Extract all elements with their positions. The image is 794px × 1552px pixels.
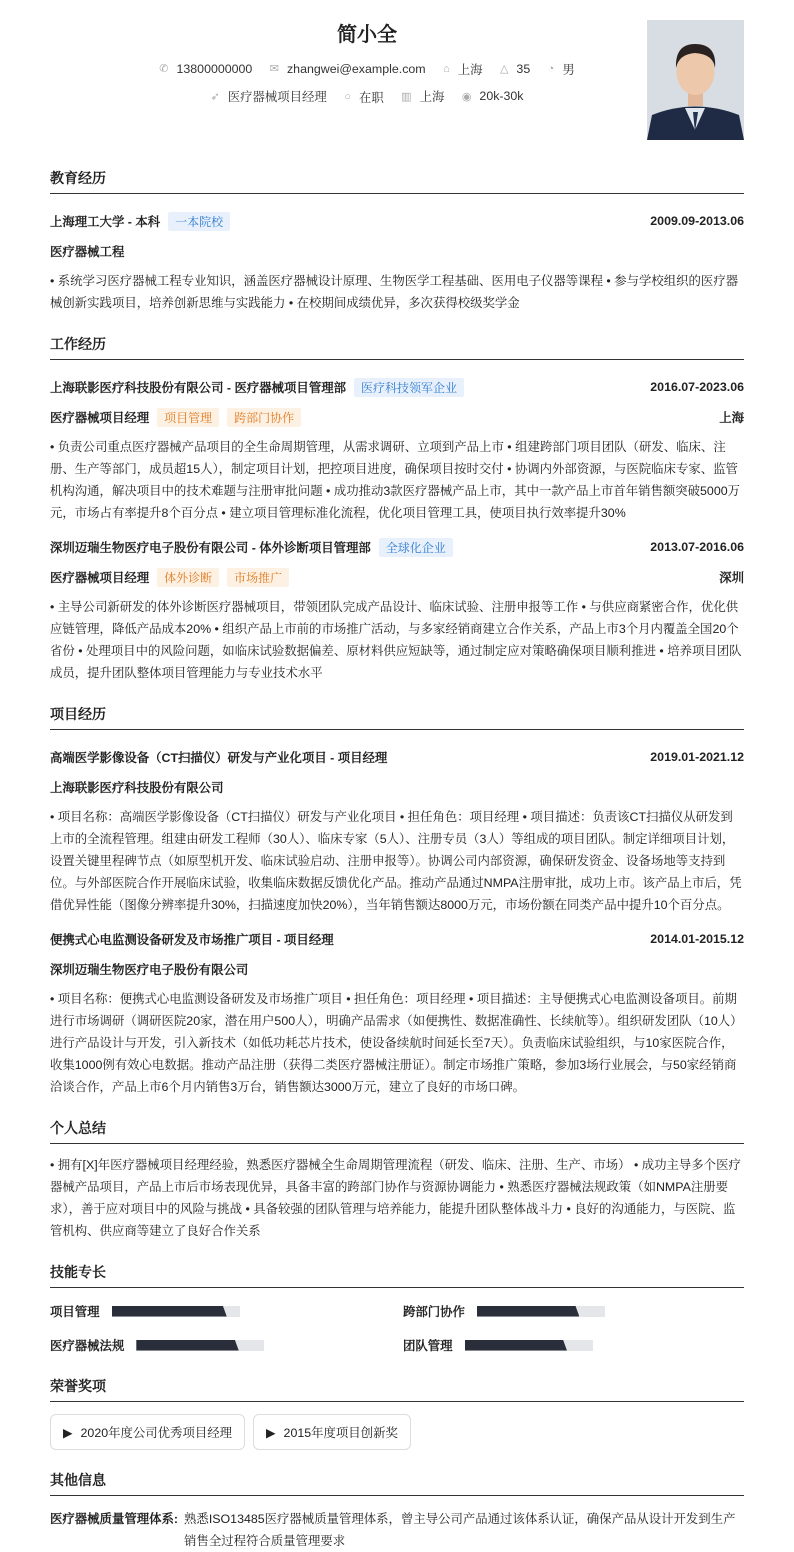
- project-name: 便携式心电监测设备研发及市场推广项目 - 项目经理: [50, 933, 334, 947]
- skill-name: 项目管理: [50, 1305, 100, 1319]
- status: 在职: [358, 90, 384, 105]
- position: 医疗器械项目经理: [227, 90, 327, 104]
- mail-icon: ✉: [269, 63, 279, 75]
- salary-icon: ◉: [461, 90, 472, 103]
- skill-bar: [112, 1306, 240, 1317]
- skill-name: 团队管理: [403, 1339, 453, 1353]
- major: 医疗器械工程: [50, 245, 125, 259]
- city: 上海: [457, 63, 483, 77]
- work-section: [50, 334, 744, 684]
- summary-section: [50, 1118, 744, 1242]
- skill-bar-fill: [136, 1340, 238, 1351]
- award-item[interactable]: [253, 1414, 411, 1450]
- skill-item: [403, 1334, 744, 1356]
- section-title: 工作经历: [50, 334, 744, 360]
- skill-name: 医疗器械法规: [50, 1339, 125, 1353]
- company: 上海联影医疗科技股份有限公司: [50, 781, 224, 795]
- salary: 20k-30k: [479, 89, 524, 103]
- building-icon: ▥: [401, 90, 412, 103]
- other-section: [50, 1470, 744, 1552]
- role-tag: 市场推广: [227, 568, 289, 587]
- company-tag: 全球化企业: [379, 538, 453, 557]
- candidate-name: 简小全: [337, 24, 397, 46]
- description: • 主导公司新研发的体外诊断医疗器械项目，带领团队完成产品设计、临床试验、注册申报等工作 • 与供应商紧密合作，优化供应链管理，降低产品成本20% • 组织产品上市前的市场推广活动，与多家经销商建立合作关系，产品上市3个月内覆盖全国20个省份 • 处理项目中的风险问题，如临床试验数据偏差、原材料供应短缺等，通过制定应对策略确保项目顺利推进 • 培养项目团队成员，提升团队整体项目管理能力与专业技术水平: [50, 600, 742, 680]
- date: 2013.07-2016.06: [650, 540, 744, 554]
- description: • 负责公司重点医疗器械产品项目的全生命周期管理，从需求调研、立项到产品上市 • 组建跨部门项目团队（研发、临床、注册、生产等部门，成员超15人），制定项目计划，把控项目进度，确保项目按时交付 • 协调内外部资源，与医院临床专家、监管机构沟通，解决项目中的技术难题与注册审批问题 • 成功推动3款医疗器械产品上市，其中一款产品上市首年销售额突破5000万元，市场占有率提升8个百分点 • 建立项目管理标准化流程，优化项目管理工具，使项目执行效率提升30%: [50, 440, 740, 520]
- date: 2014.01-2015.12: [650, 932, 744, 946]
- role-tag: 项目管理: [157, 408, 219, 427]
- award-label: 2015年度项目创新奖: [283, 1426, 398, 1440]
- skill-bar: [477, 1306, 605, 1317]
- age-icon: △: [499, 63, 509, 75]
- section-title: 技能专长: [50, 1262, 744, 1288]
- role-tag: 跨部门协作: [227, 408, 301, 427]
- description: • 拥有[X]年医疗器械项目经理经验，熟悉医疗器械全生命周期管理流程（研发、临床、注册、生产、市场） • 成功主导多个医疗器械产品项目，产品上市后市场表现优异，具备丰富的跨部门协作与资源协调能力 • 熟悉医疗器械法规政策（如NMPA注册要求），善于应对项目中的风险与挑战 • 具备较强的团队管理与培养能力，能提升团队整体战斗力 • 良好的沟通能力，与医院、监管机构、供应商等建立了良好合作关系: [50, 1158, 741, 1238]
- date: 2019.01-2021.12: [650, 750, 744, 764]
- section-title: 个人总结: [50, 1118, 744, 1144]
- project-section: [50, 704, 744, 1098]
- school: 上海理工大学 - 本科: [50, 215, 161, 229]
- skills-section: [50, 1262, 744, 1356]
- role: 医疗器械项目经理: [50, 411, 150, 425]
- school-tag: 一本院校: [168, 212, 230, 231]
- gender: 男: [562, 63, 575, 77]
- company: 上海联影医疗科技股份有限公司 - 医疗器械项目管理部: [50, 381, 346, 395]
- section-title: 教育经历: [50, 168, 744, 194]
- work-item: [50, 532, 744, 684]
- home-icon: ⌂: [443, 63, 450, 75]
- skill-bar-fill: [112, 1306, 227, 1317]
- gender-icon: ◔: [547, 63, 555, 75]
- resume-header: [50, 0, 744, 150]
- other-value: 熟悉ISO13485医疗器械质量管理体系，曾主导公司产品通过该体系认证，确保产品从设计开发到生产销售全过程符合质量管理要求: [184, 1512, 736, 1548]
- company-tag: 医疗科技领军企业: [354, 378, 464, 397]
- section-title: 荣誉奖项: [50, 1376, 744, 1402]
- triangle-icon: ▶: [63, 1425, 73, 1440]
- phone-icon: ✆: [159, 63, 169, 75]
- email: zhangwei@example.com: [286, 61, 426, 76]
- skill-item: [50, 1300, 403, 1322]
- company: 深圳迈瑞生物医疗电子股份有限公司 - 体外诊断项目管理部: [50, 541, 371, 555]
- avatar-photo: [647, 20, 744, 140]
- skill-name: 跨部门协作: [403, 1305, 465, 1319]
- awards-section: [50, 1376, 744, 1450]
- contact-line: [50, 60, 684, 78]
- description: • 项目名称：高端医学影像设备（CT扫描仪）研发与产业化项目 • 担任角色：项目经理 • 项目描述：负责该CT扫描仪从研发到上市的全流程管理。组建由研发工程师（30人）、临床专家（5人）、注册专员（3人）等组成的项目团队。制定详细项目计划，设置关键里程碑节点（如原型机开发、临床试验启动、注册申报等）。协调公司内部资源，确保研发资金、设备场地等支持到位。与外部医院合作开展临床试验，收集临床数据反馈优化产品。推动产品通过NMPA注册审批，成功上市。该产品上市后，凭借优异性能（图像分辨率提升30%，扫描速度加快20%），当年销售额达8000万元，市场份额在同类产品中提升10个百分点。: [50, 810, 742, 912]
- skill-bar-fill: [465, 1340, 567, 1351]
- city: 深圳: [719, 571, 744, 585]
- status-icon: ○: [344, 90, 351, 103]
- other-label: 医疗器械质量管理体系:: [50, 1512, 179, 1526]
- section-title: 其他信息: [50, 1470, 744, 1496]
- description: • 系统学习医疗器械工程专业知识，涵盖医疗器械设计原理、生物医学工程基础、医用电子仪器等课程 • 参与学校组织的医疗器械创新实践项目，培养创新思维与实践能力 • 在校期间成绩优异，多次获得校级奖学金: [50, 274, 739, 310]
- role-tag: 体外诊断: [157, 568, 219, 587]
- date: 2009.09-2013.06: [650, 214, 744, 228]
- award-label: 2020年度公司优秀项目经理: [80, 1426, 233, 1440]
- description: • 项目名称：便携式心电监测设备研发及市场推广项目 • 担任角色：项目经理 • 项目描述：主导便携式心电监测设备项目。前期进行市场调研（调研医院20家，潜在用户500人），明确产品需求（如便携性、数据准确性、长续航等）。组织研发团队（10人）进行产品设计与开发，引入新技术（如低功耗芯片技术，使设备续航时间延长至7天）。负责临床试验组织，与10家医院合作，收集1000例有效心电数据。推动产品注册（获得二类医疗器械注册证）。制定市场推广策略，参加3场行业展会，与50家经销商洽谈合作，产品上市6个月内销售3万台，销售额达3000万元，建立了良好的市场口碑。: [50, 992, 743, 1094]
- skill-bar: [136, 1340, 264, 1351]
- skill-bar-fill: [477, 1306, 579, 1317]
- education-section: [50, 168, 744, 314]
- send-icon: ➶: [210, 90, 220, 103]
- skill-bar: [465, 1340, 593, 1351]
- role: 医疗器械项目经理: [50, 571, 150, 585]
- age: 35: [516, 61, 531, 76]
- project-item: [50, 742, 744, 916]
- triangle-icon: ▶: [266, 1425, 276, 1440]
- skill-item: [403, 1300, 744, 1322]
- phone: 13800000000: [176, 61, 253, 76]
- project-item: [50, 924, 744, 1098]
- skill-item: [50, 1334, 403, 1356]
- project-name: 高端医学影像设备（CT扫描仪）研发与产业化项目 - 项目经理: [50, 751, 388, 765]
- date: 2016.07-2023.06: [650, 380, 744, 394]
- section-title: 项目经历: [50, 704, 744, 730]
- city: 上海: [719, 411, 744, 425]
- work-item: [50, 372, 744, 524]
- company: 深圳迈瑞生物医疗电子股份有限公司: [50, 963, 249, 977]
- award-item[interactable]: [50, 1414, 245, 1450]
- work-city: 上海: [419, 90, 445, 104]
- job-intent-line: [50, 87, 684, 106]
